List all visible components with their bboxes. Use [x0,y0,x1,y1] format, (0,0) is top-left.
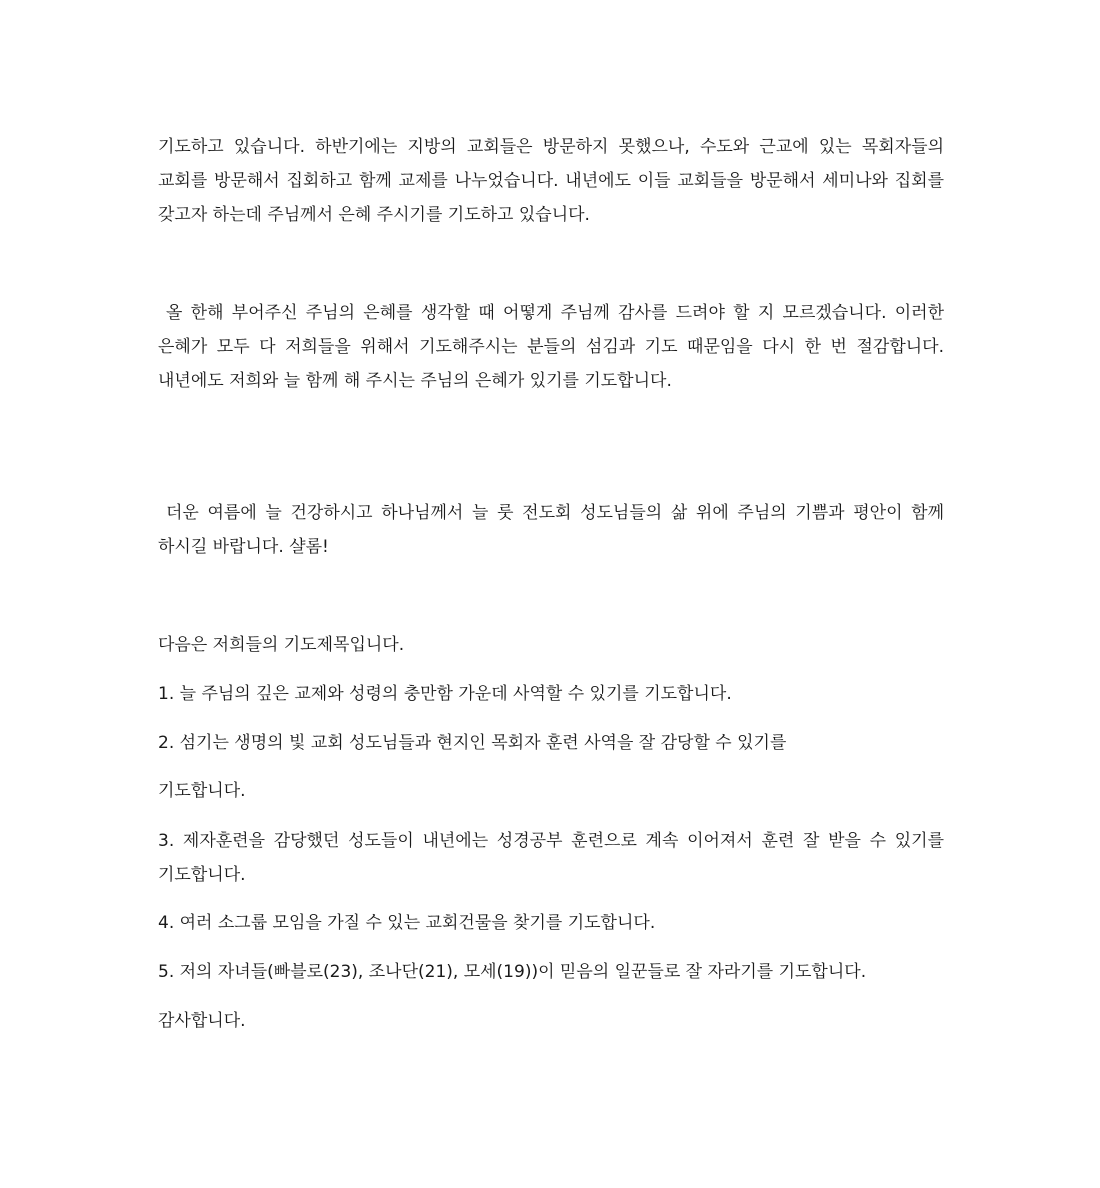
closing-text: 감사합니다. [158,1011,246,1031]
prayer-intro [158,628,944,662]
paragraph-visits-text: 기도하고 있습니다. 하반기에는 지방의 교회들은 방문하지 못했으나, 수도와 근교에 있는 목회자들의 교회를 방문해서 집회하고 함께 교제를 나누었습니다. 내년에도 이들 교회들을 방문해서 세미나와 집회를 갖고자 하는데 주님께서 은혜 주시기를 기도하고 있습니다. [158,137,944,225]
prayer-item-2-text: 2. 섬기는 생명의 빛 교회 성도님들과 현지인 목회자 훈련 사역을 잘 감당할 수 있기를 [158,733,787,753]
prayer-item-1-text: 1. 늘 주님의 깊은 교제와 성령의 충만함 가운데 사역할 수 있기를 기도합니다. [158,684,732,704]
prayer-item-2 [158,726,944,760]
prayer-item-3-text: 3. 제자훈련을 감당했던 성도들이 내년에는 성경공부 훈련으로 계속 이어져서 훈련 잘 받을 수 있기를 기도합니다. [158,831,944,885]
paragraph-grace [158,296,944,398]
prayer-intro-text: 다음은 저희들의 기도제목입니다. [158,635,405,655]
prayer-item-1 [158,677,944,711]
prayer-item-2-continued-text: 기도합니다. [158,781,246,801]
closing [158,1004,944,1038]
prayer-item-5 [158,955,944,989]
paragraph-grace-text: 올 한해 부어주신 주님의 은혜를 생각할 때 어떻게 주님께 감사를 드려야 할 지 모르겠습니다. 이러한 은혜가 모두 다 저희들을 위해서 기도해주시는 분들의 섬김과 기도 때문임을 다시 한 번 절감합니다. 내년에도 저희와 늘 함께 해 주시는 주님의 은혜가 있기를 기도합니다. [158,303,944,391]
paragraph-blessing-text: 더운 여름에 늘 건강하시고 하나님께서 늘 룻 전도회 성도님들의 삶 위에 주님의 기쁨과 평안이 함께 하시길 바랍니다. 샬롬! [158,503,944,557]
prayer-item-5-text: 5. 저의 자녀들(빠블로(23), 조나단(21), 모세(19))이 믿음의 일꾼들로 잘 자라기를 기도합니다. [158,962,867,982]
prayer-item-2-continued [158,774,944,808]
prayer-item-4-text: 4. 여러 소그룹 모임을 가질 수 있는 교회건물을 찾기를 기도합니다. [158,913,656,933]
paragraph-blessing [158,496,944,564]
prayer-item-3 [158,824,944,892]
prayer-item-4 [158,906,944,940]
paragraph-visits [158,130,944,232]
